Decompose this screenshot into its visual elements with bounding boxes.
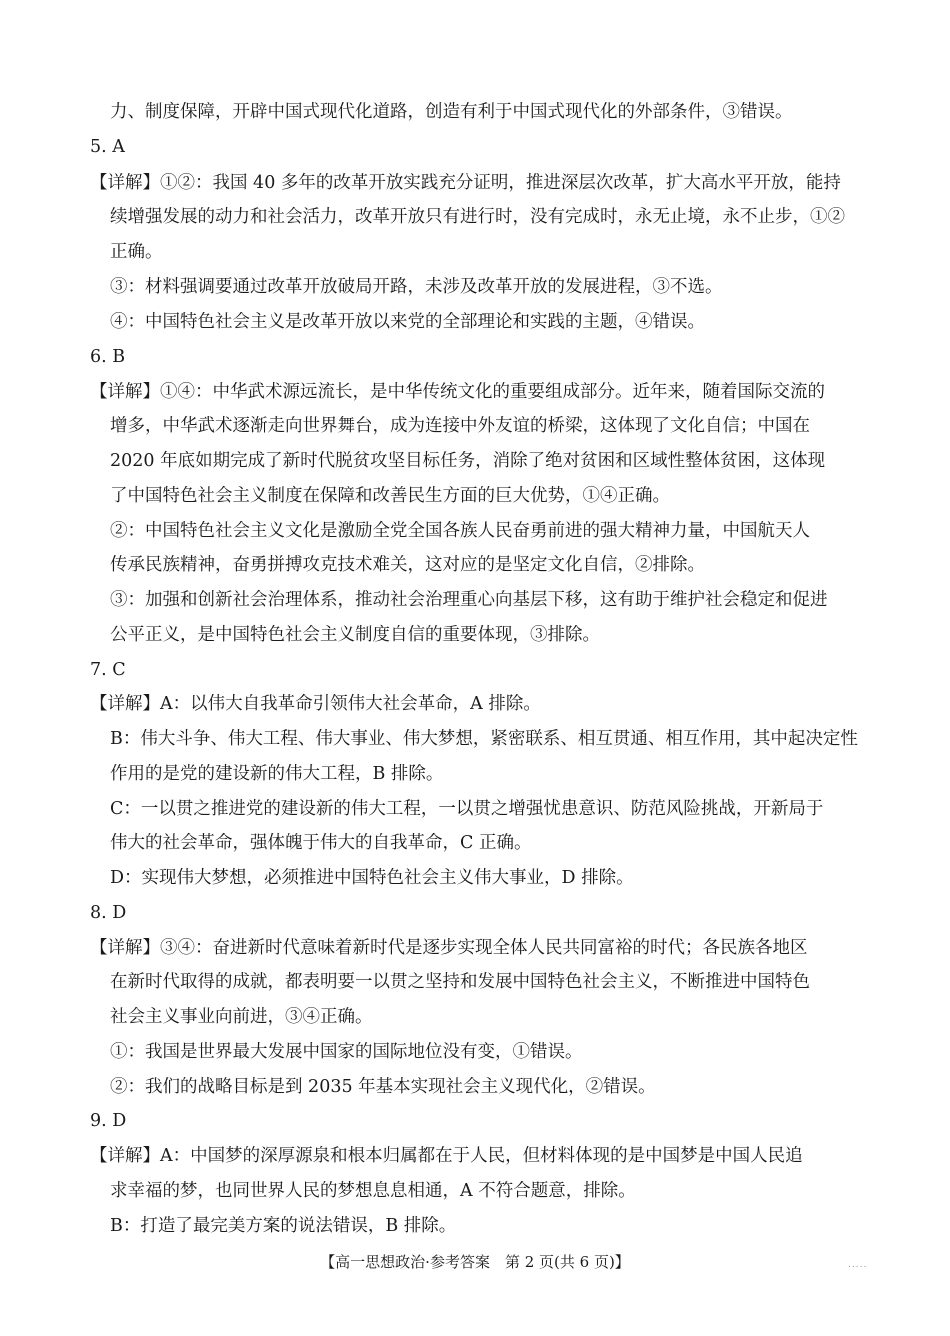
text-line: 伟大的社会革命，强体魄于伟大的自我革命，C 正确。 — [110, 833, 532, 853]
text-line: 增多，中华武术逐渐走向世界舞台，成为连接中外友谊的桥梁，这体现了文化自信；中国在 — [110, 416, 810, 436]
text-line: 2020 年底如期完成了新时代脱贫攻坚目标任务，消除了绝对贫困和区域性整体贫困，这体现 — [110, 451, 826, 471]
question-number: 6. B — [90, 347, 126, 367]
question-number: 8. D — [90, 903, 127, 923]
text-line: 求幸福的梦，也同世界人民的梦想息息相通，A 不符合题意，排除。 — [110, 1181, 636, 1201]
page-footer: 【高一思想政治·参考答案 第 2 页(共 6 页)】 — [320, 1253, 630, 1271]
text-line: 作用的是党的建设新的伟大工程，B 排除。 — [110, 764, 444, 784]
text-line: ③：材料强调要通过改革开放破局开路，未涉及改革开放的发展进程，③不选。 — [110, 277, 723, 297]
text-line: 续增强发展的动力和社会活力，改革开放只有进行时，没有完成时，永无止境，永不止步，①② — [110, 207, 845, 227]
text-line: 在新时代取得的成就，都表明要一以贯之坚持和发展中国特色社会主义，不断推进中国特色 — [110, 972, 810, 992]
text-line: ②：中国特色社会主义文化是激励全党全国各族人民奋勇前进的强大精神力量，中国航天人 — [110, 521, 810, 541]
text-line: 传承民族精神，奋勇拼搏攻克技术难关，这对应的是坚定文化自信，②排除。 — [110, 555, 705, 575]
question-number: 7. C — [90, 660, 126, 680]
text-line: 力、制度保障，开辟中国式现代化道路，创造有利于中国式现代化的外部条件，③错误。 — [110, 102, 793, 122]
explanation-line: 【详解】A：以伟大自我革命引领伟大社会革命，A 排除。 — [90, 694, 541, 714]
explanation-line: 【详解】③④：奋进新时代意味着新时代是逐步实现全体人民共同富裕的时代；各民族各地区 — [90, 938, 808, 958]
text-line: 社会主义事业向前进，③④正确。 — [110, 1007, 373, 1027]
text-line: C：一以贯之推进党的建设新的伟大工程，一以贯之增强忧患意识、防范风险挑战，开新局于 — [110, 799, 824, 819]
text-line: B：打造了最完美方案的说法错误，B 排除。 — [110, 1216, 457, 1236]
question-number: 5. A — [90, 137, 125, 157]
text-line: B：伟大斗争、伟大工程、伟大事业、伟大梦想，紧密联系、相互贯通、相互作用，其中起决定性 — [110, 729, 858, 749]
explanation-line: 【详解】①④：中华武术源远流长，是中华传统文化的重要组成部分。近年来，随着国际交流的 — [90, 382, 825, 402]
explanation-line: 【详解】①②：我国 40 多年的改革开放实践充分证明，推进深层次改革，扩大高水平开放，能持 — [90, 173, 841, 193]
text-line: ①：我国是世界最大发展中国家的国际地位没有变，①错误。 — [110, 1042, 583, 1062]
text-line: 了中国特色社会主义制度在保障和改善民生方面的巨大优势，①④正确。 — [110, 486, 670, 506]
text-line: ④：中国特色社会主义是改革开放以来党的全部理论和实践的主题，④错误。 — [110, 312, 705, 332]
corner-mark: ..... — [848, 1260, 868, 1270]
text-line: ③：加强和创新社会治理体系，推动社会治理重心向基层下移，这有助于维护社会稳定和促进 — [110, 590, 828, 610]
text-line: D：实现伟大梦想，必须推进中国特色社会主义伟大事业，D 排除。 — [110, 868, 634, 888]
text-line: ②：我们的战略目标是到 2035 年基本实现社会主义现代化，②错误。 — [110, 1077, 656, 1097]
text-line: 正确。 — [110, 242, 163, 262]
text-line: 公平正义，是中国特色社会主义制度自信的重要体现，③排除。 — [110, 625, 600, 645]
explanation-line: 【详解】A：中国梦的深厚源泉和根本归属都在于人民，但材料体现的是中国梦是中国人民追 — [90, 1146, 803, 1166]
question-number: 9. D — [90, 1111, 127, 1131]
